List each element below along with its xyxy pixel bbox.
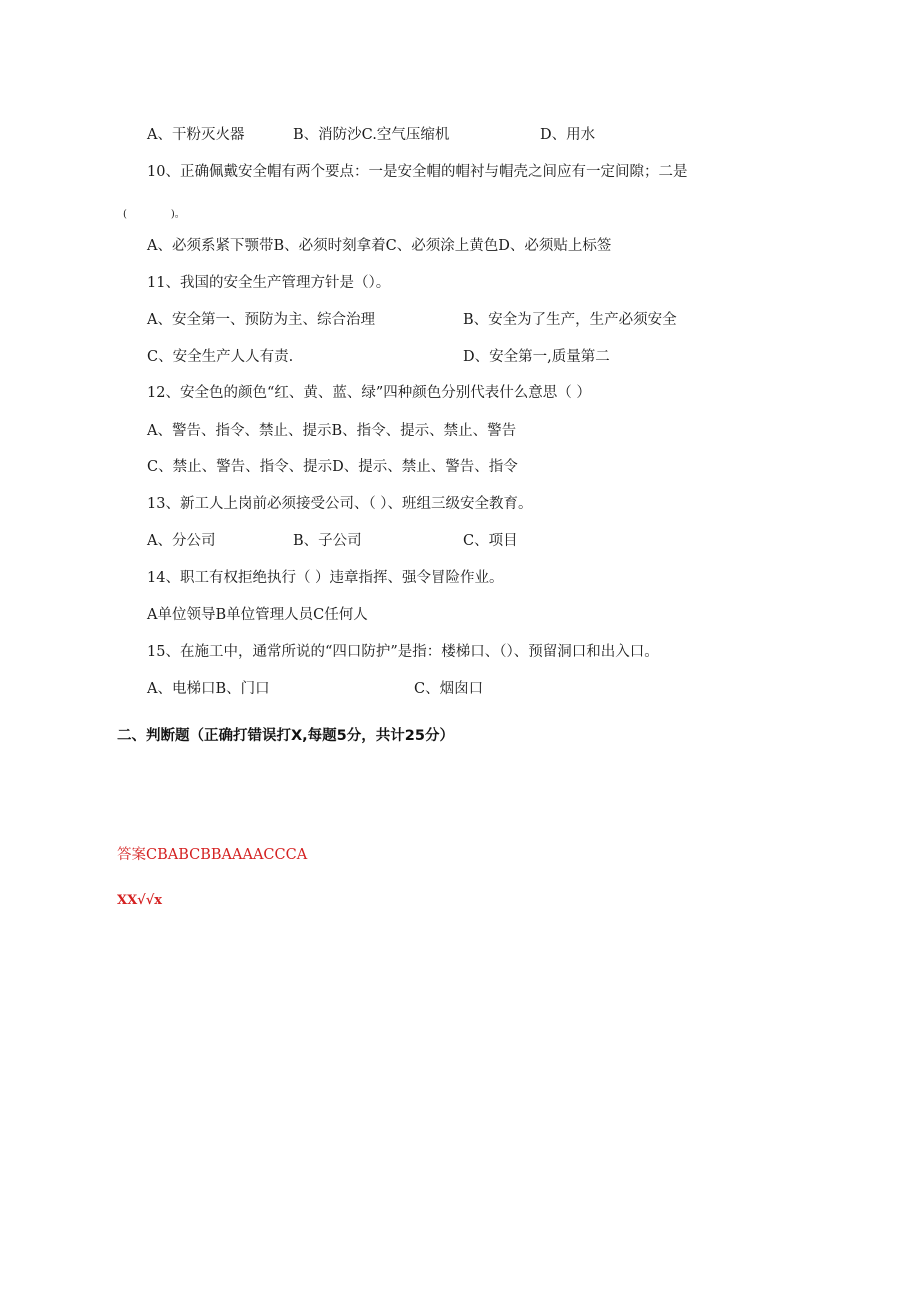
q11-option-d: D、安全第一,质量第二: [463, 349, 610, 365]
q9-option-a: A、干粉灭火器: [147, 127, 245, 143]
q15-option-ab: A、电梯口B、门口: [147, 681, 270, 697]
q11-stem: 11、我国的安全生产管理方针是（）。: [147, 275, 391, 291]
choice-answer-key: 答案CBABCBBAAAACCCA: [117, 847, 308, 863]
q15-stem: 15、在施工中，通常所说的“四口防护”是指：楼梯口、（）、预留洞口和出入口。: [147, 644, 659, 660]
q12-options-ab: A、警告、指令、禁止、提示B、指令、提示、禁止、警告: [147, 423, 517, 439]
q13-option-c: C、项目: [463, 533, 518, 549]
q10-paren-close: )。: [170, 209, 185, 220]
section-2-heading: 二、判断题（正确打错误打X,每题5分，共计25分）: [117, 728, 454, 744]
q10-options: A、必须系紧下颚带B、必须时刻拿着C、必须涂上黄色D、必须贴上标签: [147, 238, 612, 254]
q11-option-c: C、安全生产人人有责.: [147, 349, 294, 365]
q13-option-b: B、子公司: [293, 533, 362, 549]
q13-stem: 13、新工人上岗前必须接受公司、（ ）、班组三级安全教育。: [147, 496, 533, 512]
q12-stem: 12、安全色的颜色“红、黄、蓝、绿”四种颜色分别代表什么意思（ ）: [147, 385, 591, 401]
q11-option-a: A、安全第一、预防为主、综合治理: [147, 312, 375, 328]
q10-paren-open: (: [123, 209, 127, 220]
judgement-answer-key: XX√√x: [117, 893, 163, 908]
q9-option-bc: B、消防沙C.空气压缩机: [293, 127, 450, 143]
q14-options: A单位领导B单位管理人员C任何人: [147, 607, 368, 623]
q13-option-a: A、分公司: [147, 533, 216, 549]
q15-option-c: C、烟囱口: [414, 681, 484, 697]
q14-stem: 14、职工有权拒绝执行（ ）违章指挥、强令冒险作业。: [147, 570, 504, 586]
q12-options-cd: C、禁止、警告、指令、提示D、提示、禁止、警告、指令: [147, 459, 518, 475]
q10-stem-cont: [123, 203, 185, 225]
q10-stem: 10、正确佩戴安全帽有两个要点：一是安全帽的帽衬与帽壳之间应有一定间隙；二是: [147, 164, 688, 180]
q11-option-b: B、安全为了生产，生产必须安全: [463, 312, 677, 328]
q9-option-d: D、用水: [540, 127, 596, 143]
